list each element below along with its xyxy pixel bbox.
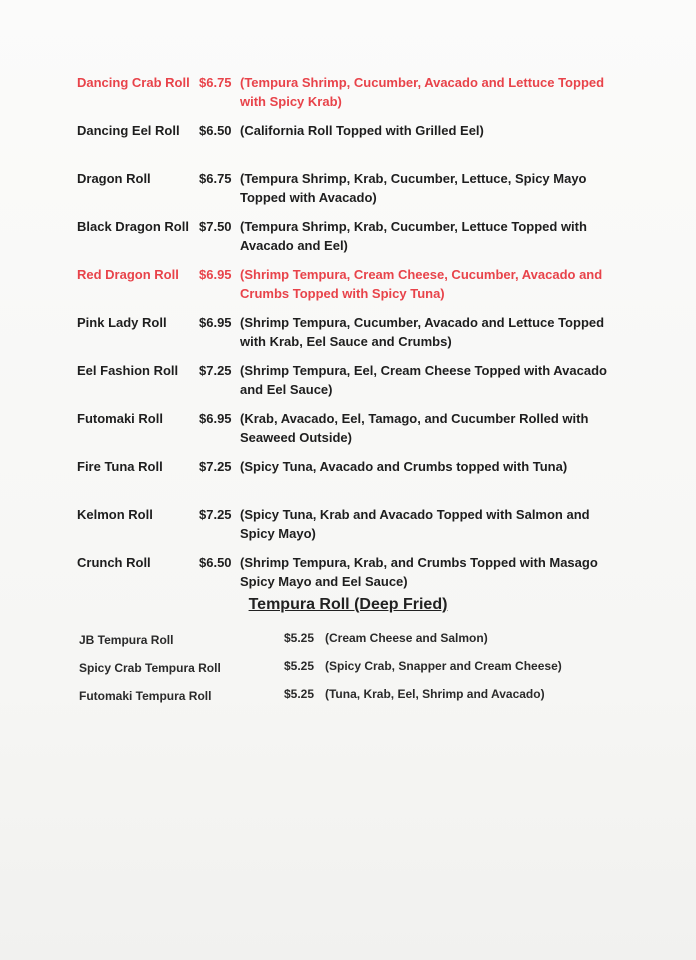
item-price: $6.50	[199, 123, 232, 138]
menu-item	[77, 73, 637, 121]
menu-item	[77, 553, 637, 601]
menu-item	[77, 217, 637, 265]
item-description: (Spicy Crab, Snapper and Cream Cheese)	[325, 659, 562, 673]
tempura-item	[79, 630, 639, 658]
menu-item	[77, 361, 637, 409]
item-description: (Shrimp Tempura, Cucumber, Avacado and Lettuce Topped with Krab, Eel Sauce and Crumbs)	[240, 315, 605, 349]
item-price: $6.95	[199, 411, 232, 426]
item-name: Dragon Roll	[77, 171, 151, 186]
item-price: $6.75	[199, 171, 232, 186]
menu-item	[77, 121, 637, 169]
item-name: Kelmon Roll	[77, 507, 153, 522]
section-title: Tempura Roll (Deep Fried)	[248, 596, 448, 613]
tempura-item	[79, 686, 639, 714]
item-name: Red Dragon Roll	[77, 267, 179, 282]
item-name: Fire Tuna Roll	[77, 459, 163, 474]
item-description: (Tempura Shrimp, Krab, Cucumber, Lettuce, Spicy Mayo Topped with Avacado)	[240, 171, 587, 205]
item-name: Crunch Roll	[77, 555, 151, 570]
item-price: $5.25	[284, 631, 315, 645]
item-price: $5.25	[284, 659, 315, 673]
item-price: $6.75	[199, 75, 232, 90]
item-description: (Shrimp Tempura, Eel, Cream Cheese Topped with Avacado and Eel Sauce)	[240, 363, 607, 397]
item-name: JB Tempura Roll	[79, 633, 174, 647]
item-description: (Cream Cheese and Salmon)	[325, 631, 488, 645]
item-description: (California Roll Topped with Grilled Eel)	[240, 123, 484, 138]
item-description: (Shrimp Tempura, Cream Cheese, Cucumber, Avacado and Crumbs Topped with Spicy Tuna)	[240, 267, 603, 301]
item-price: $7.25	[199, 459, 232, 474]
item-description: (Tempura Shrimp, Krab, Cucumber, Lettuce Topped with Avacado and Eel)	[240, 219, 587, 253]
item-description: (Spicy Tuna, Avacado and Crumbs topped with Tuna)	[240, 459, 568, 474]
item-price: $7.25	[199, 507, 232, 522]
item-name: Spicy Crab Tempura Roll	[79, 661, 221, 675]
menu-item	[77, 409, 637, 457]
item-price: $6.95	[199, 315, 232, 330]
item-name: Dancing Eel Roll	[77, 123, 180, 138]
item-price: $7.25	[199, 363, 232, 378]
item-price: $6.95	[199, 267, 232, 282]
item-name: Eel Fashion Roll	[77, 363, 179, 378]
menu-item	[77, 169, 637, 217]
menu-item	[77, 505, 637, 553]
menu-item	[77, 457, 637, 505]
tempura-rolls-list	[79, 630, 639, 714]
item-description: (Tuna, Krab, Eel, Shrimp and Avacado)	[325, 687, 545, 701]
item-name: Dancing Crab Roll	[77, 75, 190, 90]
item-price: $5.25	[284, 687, 315, 701]
item-name: Black Dragon Roll	[77, 219, 189, 234]
menu-item	[77, 313, 637, 361]
item-name: Futomaki Tempura Roll	[79, 689, 212, 703]
menu-item	[77, 265, 637, 313]
item-name: Futomaki Roll	[77, 411, 163, 426]
item-description: (Krab, Avacado, Eel, Tamago, and Cucumber Rolled with Seaweed Outside)	[240, 411, 589, 445]
item-price: $7.50	[199, 219, 232, 234]
tempura-item	[79, 658, 639, 686]
specialty-rolls-list	[77, 73, 637, 601]
item-description: (Shrimp Tempura, Krab, and Crumbs Topped with Masago Spicy Mayo and Eel Sauce)	[240, 555, 598, 589]
item-price: $6.50	[199, 555, 232, 570]
item-name: Pink Lady Roll	[77, 315, 167, 330]
item-description: (Tempura Shrimp, Cucumber, Avacado and Lettuce Topped with Spicy Krab)	[240, 75, 605, 109]
item-description: (Spicy Tuna, Krab and Avacado Topped with Salmon and Spicy Mayo)	[240, 507, 590, 541]
